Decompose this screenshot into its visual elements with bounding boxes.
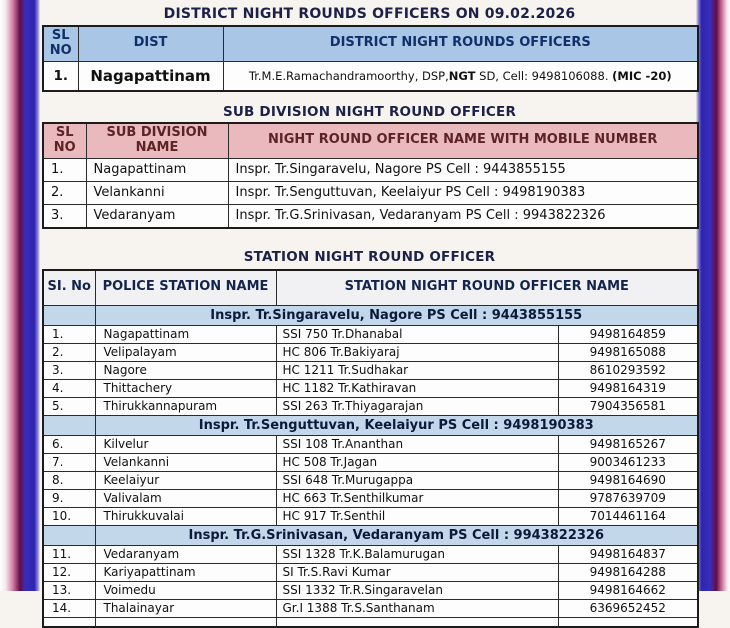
station-name-cell: Valivalam xyxy=(95,489,276,507)
station-si-cell: 6. xyxy=(43,435,95,453)
station-name-cell: Keelaiyur xyxy=(95,471,276,489)
officer-segment: SD, Cell: 9498106088. xyxy=(475,68,613,83)
station-name-cell: Voimedu xyxy=(95,581,276,599)
station-si-cell: 7. xyxy=(43,453,95,471)
district-header-row xyxy=(43,26,698,61)
inspector-section-row xyxy=(43,525,698,545)
district-header-officers: DISTRICT NIGHT ROUNDS OFFICERS xyxy=(223,26,698,61)
station-row xyxy=(43,545,698,563)
station-officer-cell: HC 508 Tr.Jagan xyxy=(276,453,558,471)
station-officer-cell: SSI 648 Tr.Murugappa xyxy=(276,471,558,489)
station-row xyxy=(43,581,698,599)
station-name-cell: Velipalayam xyxy=(95,343,276,361)
decorative-right-border xyxy=(696,0,730,591)
officer-bold-segment: NGT xyxy=(448,68,476,83)
station-officer-cell: SSI 1332 Tr.R.Singaravelan xyxy=(276,581,558,599)
officer-segment: Tr.M.E.Ramachandramoorthy, DSP, xyxy=(248,68,449,83)
station-name-cell: Kilvelur xyxy=(95,435,276,453)
station-officer-cell: HC 663 Tr.Senthilkumar xyxy=(276,489,558,507)
station-si-cell: 13. xyxy=(43,581,95,599)
station-si-cell: 3. xyxy=(43,361,95,379)
station-row xyxy=(43,489,698,507)
district-header-dist: DIST xyxy=(78,26,223,61)
subdivision-row xyxy=(43,158,698,181)
station-row xyxy=(43,397,698,415)
subdivision-row xyxy=(43,204,698,228)
station-phone-cell: 8610293592 xyxy=(558,361,698,379)
decorative-left-border xyxy=(0,0,40,591)
inspector-section-label: Inspr. Tr.G.Srinivasan, Vedaranyam PS Cell : 9943822326 xyxy=(95,525,698,545)
station-si-cell: 9. xyxy=(43,489,95,507)
subdivision-sl-cell: 2. xyxy=(43,181,86,204)
station-name-cell: Nagore xyxy=(95,361,276,379)
inspector-section-label: Inspr. Tr.Senguttuvan, Keelaiyur PS Cell : 9498190383 xyxy=(95,415,698,435)
subdivision-row xyxy=(43,181,698,204)
station-row xyxy=(43,453,698,471)
station-si-cell: 4. xyxy=(43,379,95,397)
station-name-cell: Thirukkuvalai xyxy=(95,507,276,525)
station-phone-cell: 9498164837 xyxy=(558,545,698,563)
officer-bold-segment: (MIC -20) xyxy=(612,68,672,83)
station-header-si-no: SI. No xyxy=(43,270,95,306)
station-phone-cell: 9498164319 xyxy=(558,379,698,397)
station-phone-cell: 9787639709 xyxy=(558,489,698,507)
station-officer-cell: Gr.I 1388 Tr.S.Santhanam xyxy=(276,599,558,617)
subdivision-title: SUB DIVISION NIGHT ROUND OFFICER xyxy=(222,103,517,120)
empty-cell xyxy=(558,617,698,627)
subdivision-sl-cell: 3. xyxy=(43,204,86,228)
station-header-ps-name: POLICE STATION NAME xyxy=(95,270,276,306)
station-name-cell: Kariyapattinam xyxy=(95,563,276,581)
district-header-sl-no: SL NO xyxy=(43,26,78,61)
station-row xyxy=(43,507,698,525)
station-phone-cell: 9498165088 xyxy=(558,343,698,361)
subdivision-officer-cell: Inspr. Tr.Singaravelu, Nagore PS Cell : 9443855155 xyxy=(228,158,698,181)
station-phone-cell: 7904356581 xyxy=(558,397,698,415)
station-phone-cell: 9498164662 xyxy=(558,581,698,599)
station-row xyxy=(43,379,698,397)
station-si-cell: 11. xyxy=(43,545,95,563)
inspector-section-row xyxy=(43,415,698,435)
section-empty-cell xyxy=(43,525,95,545)
station-officer-cell: HC 917 Tr.Senthil xyxy=(276,507,558,525)
station-officer-cell: SSI 263 Tr.Thiyagarajan xyxy=(276,397,558,415)
district-row xyxy=(43,61,698,91)
inspector-section-label: Inspr. Tr.Singaravelu, Nagore PS Cell : 9443855155 xyxy=(95,305,698,325)
district-officer-cell xyxy=(223,61,698,91)
station-name-cell: Thirukkannapuram xyxy=(95,397,276,415)
station-row xyxy=(43,325,698,343)
subdivision-officer-cell: Inspr. Tr.G.Srinivasan, Vedaranyam PS Cell : 9943822326 xyxy=(228,204,698,228)
station-officer-cell: SI Tr.S.Ravi Kumar xyxy=(276,563,558,581)
empty-cell xyxy=(276,617,558,627)
station-row xyxy=(43,343,698,361)
district-name-cell: Nagapattinam xyxy=(78,61,223,91)
station-row xyxy=(43,435,698,453)
empty-cell xyxy=(43,617,95,627)
station-officer-cell: HC 1211 Tr.Sudhakar xyxy=(276,361,558,379)
subdivision-name-cell: Vedaranyam xyxy=(86,204,228,228)
station-si-cell: 2. xyxy=(43,343,95,361)
station-row xyxy=(43,563,698,581)
subdivision-name-cell: Nagapattinam xyxy=(86,158,228,181)
station-officers-table xyxy=(42,269,699,628)
station-officer-cell: HC 1182 Tr.Kathiravan xyxy=(276,379,558,397)
station-row xyxy=(43,471,698,489)
subdivision-header-sl-no: SL NO xyxy=(43,123,86,158)
station-name-cell: Nagapattinam xyxy=(95,325,276,343)
station-phone-cell: 7014461164 xyxy=(558,507,698,525)
section-empty-cell xyxy=(43,305,95,325)
subdivision-name-cell: Velankanni xyxy=(86,181,228,204)
section-empty-cell xyxy=(43,415,95,435)
station-row xyxy=(43,361,698,379)
station-officer-cell: SSI 108 Tr.Ananthan xyxy=(276,435,558,453)
subdivision-sl-cell: 1. xyxy=(43,158,86,181)
station-officer-cell: HC 806 Tr.Bakiyaraj xyxy=(276,343,558,361)
station-phone-cell: 9498164690 xyxy=(558,471,698,489)
station-name-cell: Velankanni xyxy=(95,453,276,471)
station-si-cell: 8. xyxy=(43,471,95,489)
station-name-cell: Vedaranyam xyxy=(95,545,276,563)
subdivision-header-row xyxy=(43,123,698,158)
district-rounds-title: DISTRICT NIGHT ROUNDS OFFICERS ON 09.02.2026 xyxy=(163,6,576,22)
station-title: STATION NIGHT ROUND OFFICER xyxy=(243,248,496,265)
district-officers-table xyxy=(42,25,699,92)
station-header-row xyxy=(43,270,698,306)
empty-cell xyxy=(95,617,276,627)
station-si-cell: 14. xyxy=(43,599,95,617)
station-si-cell: 5. xyxy=(43,397,95,415)
station-si-cell: 1. xyxy=(43,325,95,343)
station-officer-cell: SSI 1328 Tr.K.Balamurugan xyxy=(276,545,558,563)
station-officer-cell: SSI 750 Tr.Dhanabal xyxy=(276,325,558,343)
station-phone-cell: 9498164859 xyxy=(558,325,698,343)
subdivision-officer-cell: Inspr. Tr.Senguttuvan, Keelaiyur PS Cell : 9498190383 xyxy=(228,181,698,204)
subdivision-officers-table xyxy=(42,122,699,229)
station-si-cell: 10. xyxy=(43,507,95,525)
station-phone-cell: 9003461233 xyxy=(558,453,698,471)
station-phone-cell: 9498165267 xyxy=(558,435,698,453)
clipped-partial-row xyxy=(43,617,698,627)
subdivision-header-officer: NIGHT ROUND OFFICER NAME WITH MOBILE NUMBER xyxy=(228,123,698,158)
inspector-section-row xyxy=(43,305,698,325)
district-sl-cell: 1. xyxy=(43,61,78,91)
subdivision-header-name: SUB DIVISION NAME xyxy=(86,123,228,158)
station-phone-cell: 6369652452 xyxy=(558,599,698,617)
document-content xyxy=(42,0,697,628)
station-name-cell: Thittachery xyxy=(95,379,276,397)
station-header-officer-name: STATION NIGHT ROUND OFFICER NAME xyxy=(276,270,698,306)
station-si-cell: 12. xyxy=(43,563,95,581)
station-name-cell: Thalainayar xyxy=(95,599,276,617)
station-row xyxy=(43,599,698,617)
station-phone-cell: 9498164288 xyxy=(558,563,698,581)
